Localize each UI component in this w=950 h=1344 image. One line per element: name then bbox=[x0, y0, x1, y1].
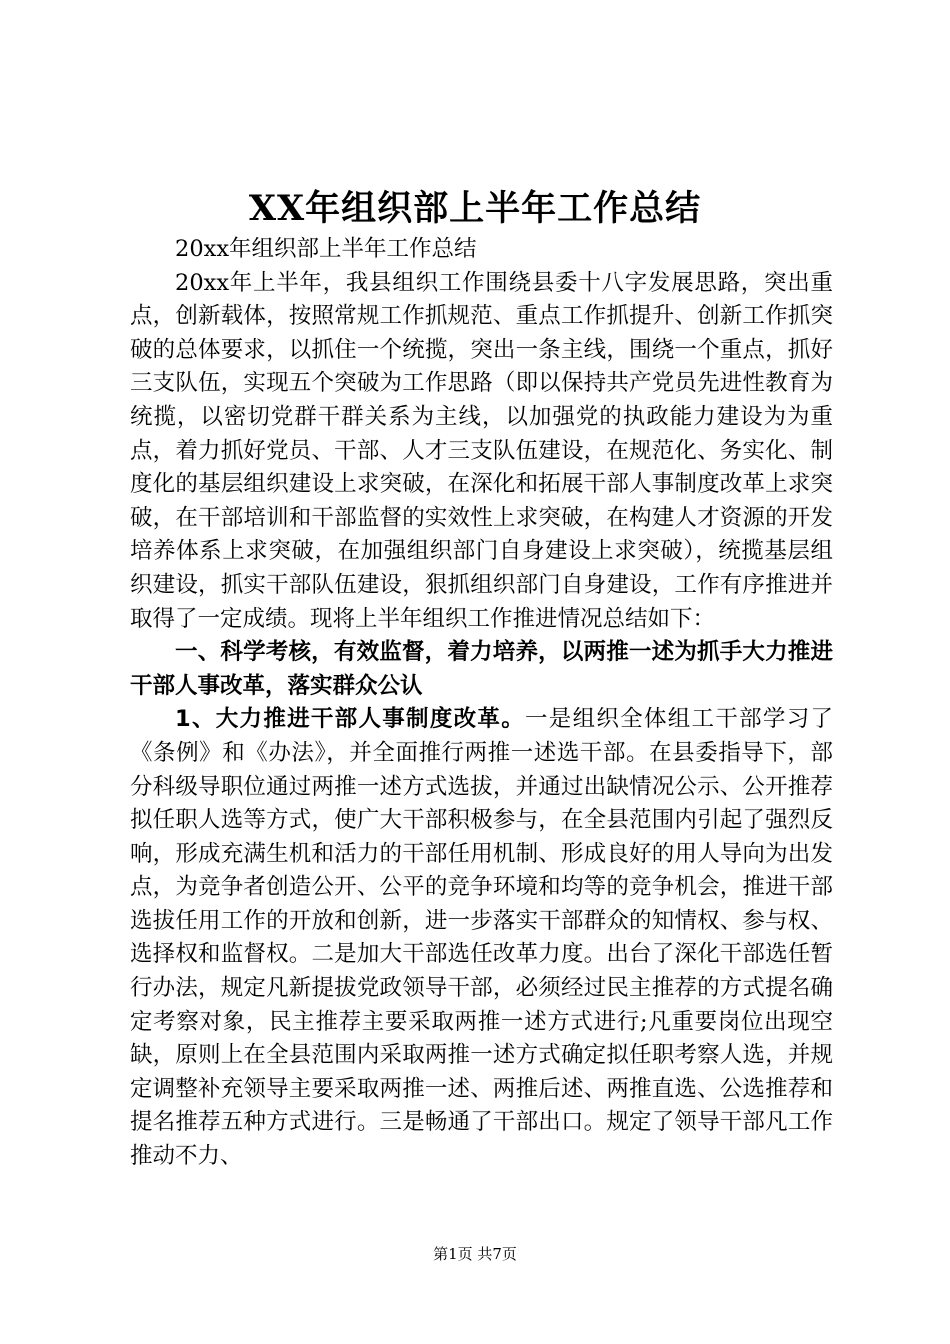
intro-paragraph: 20xx年上半年，我县组织工作围绕县委十八字发展思路，突出重点，创新载体，按照常规工作抓规范、重点工作抓提升、创新工作抓突破的总体要求，以抓住一个统揽，突出一条主线，围绕一个重点，抓好三支队伍，实现五个突破为工作思路（即以保持共产党员先进性教育为统揽，以密切党群干群关系为主线，以加强党的执政能力建设为为重点，着力抓好党员、干部、人才三支队伍建设，在规范化、务实化、制度化的基层组织建设上求突破，在深化和拓展干部人事制度改革上求突破，在干部培训和干部监督的实效性上求突破，在构建人才资源的开发培养体系上求突破，在加强组织部门自身建设上求突破），统揽基层组织建设，抓实干部队伍建设，狠抓组织部门自身建设，工作有序推进并取得了一定成绩。现将上半年组织工作推进情况总结如下： bbox=[130, 269, 833, 632]
section-heading: 一、科学考核，有效监督，着力培养，以两推一述为抓手大力推进干部人事改革，落实群众公认 bbox=[130, 639, 833, 699]
item-paragraph bbox=[130, 703, 833, 1173]
item-text: 一是组织全体组工干部学习了《条例》和《办法》，并全面推行两推一述选干部。在县委指导下，部分科级导职位通过两推一述方式选拔，并通过出缺情况公示、公开推荐拟任职人选等方式，使广大干部积极参与，在全县范围内引起了强烈反响，形成充满生机和活力的干部任用机制、形成良好的用人导向为出发点，为竞争者创造公开、公平的竞争环境和均等的竞争机会，推进干部选拔任用工作的开放和创新，进一步落实干部群众的知情权、参与权、选择权和监督权。二是加大干部选任改革力度。出台了深化干部选任暂行办法，规定凡新提拔党政领导干部，必须经过民主推荐的方式提名确定考察对象，民主推荐主要采取两推一述方式进行;凡重要岗位出现空缺，原则上在全县范围内采取两推一述方式确定拟任职考察人选，并规定调整补充领导主要采取两推一述、两推后述、两推直选、公选推荐和提名推荐五种方式进行。三是畅通了干部出口。规定了领导干部凡工作推动不力、 bbox=[130, 706, 833, 1170]
document-title: XX年组织部上半年工作总结 bbox=[248, 188, 702, 229]
document-subtitle: 20xx年组织部上半年工作总结 bbox=[175, 236, 477, 262]
document-body bbox=[130, 233, 833, 1174]
page-footer: 第1页 共7页 bbox=[433, 1245, 517, 1263]
item-lead: 1、大力推进干部人事制度改革。 bbox=[175, 706, 526, 733]
